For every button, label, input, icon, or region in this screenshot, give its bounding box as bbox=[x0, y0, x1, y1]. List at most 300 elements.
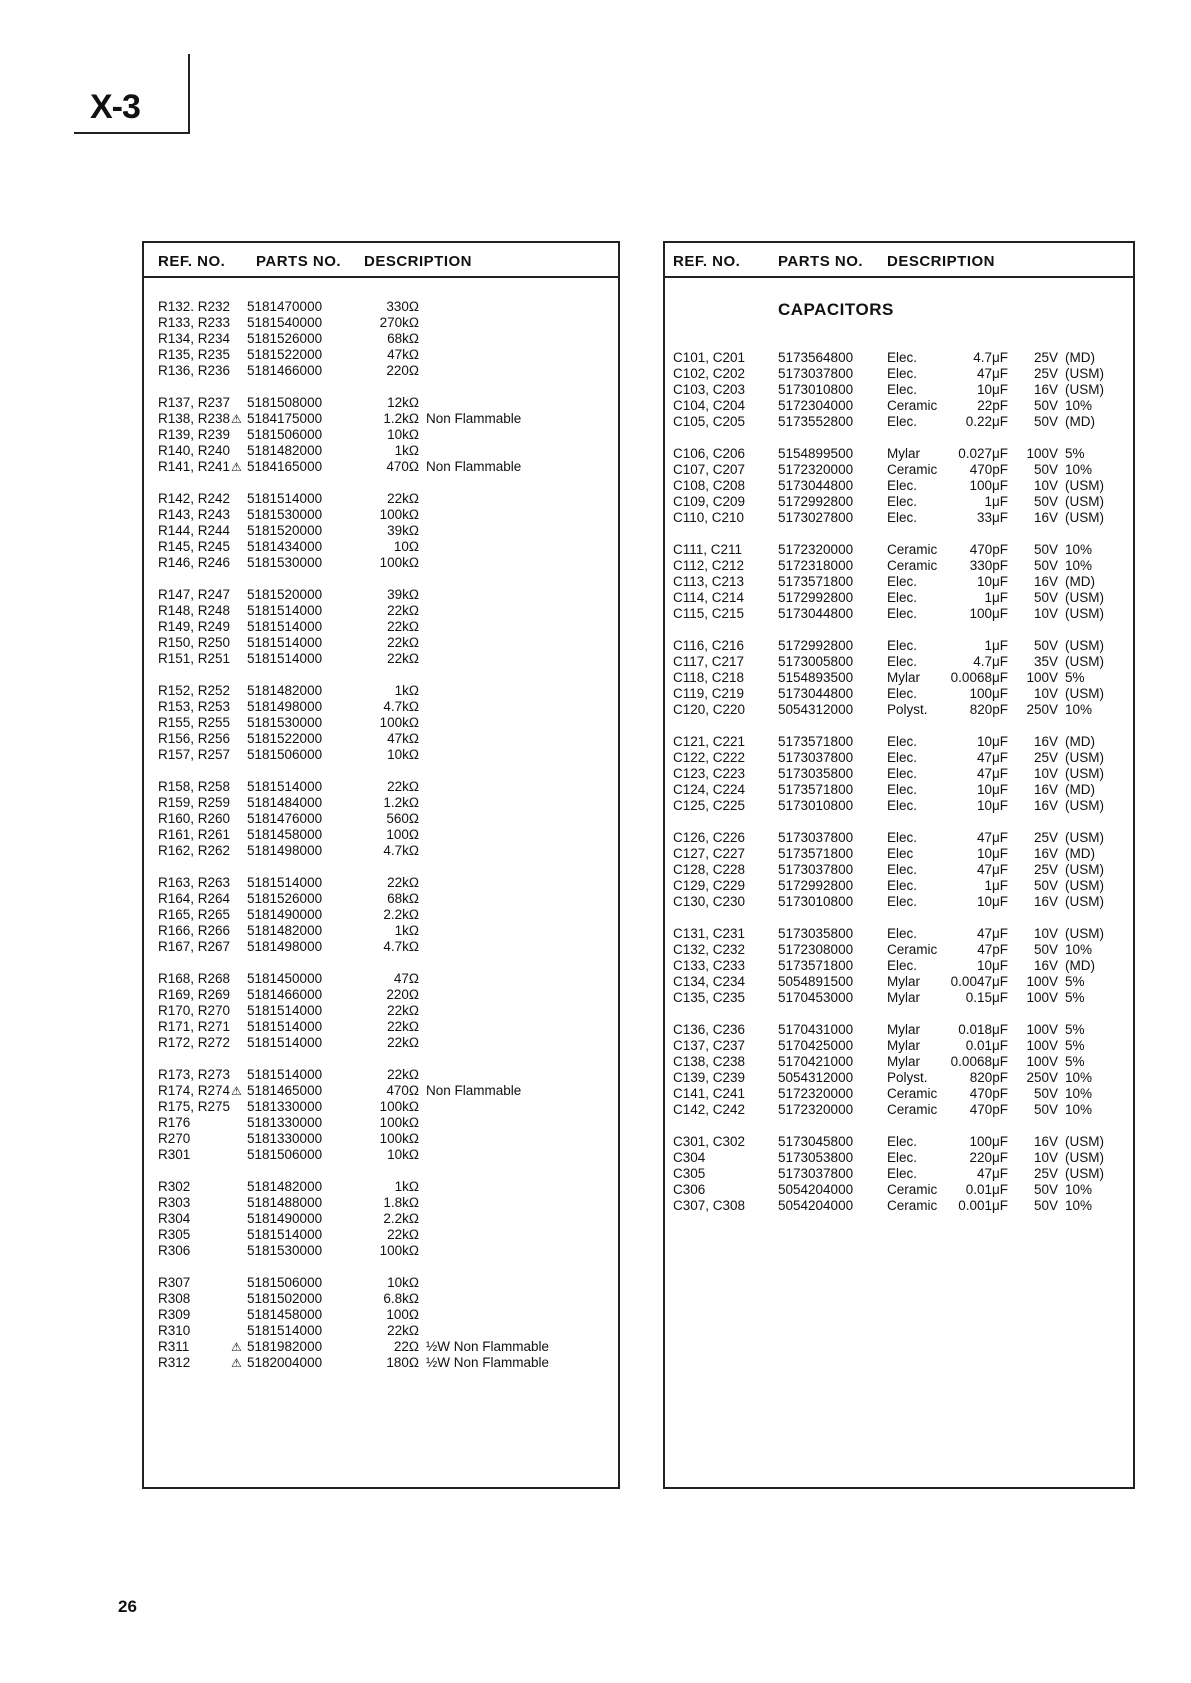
ref-no: C126, C226 bbox=[673, 830, 746, 845]
table-row bbox=[144, 1227, 618, 1243]
voltage: 25V bbox=[1033, 862, 1058, 877]
type: Elec. bbox=[887, 510, 918, 525]
parts-no: 5181526000 bbox=[247, 891, 323, 906]
voltage: 25V bbox=[1033, 830, 1058, 845]
value: 4.7μF bbox=[973, 654, 1008, 669]
table-row bbox=[665, 942, 1133, 958]
ref-no: R158, R258 bbox=[158, 779, 231, 794]
parts-no: 5181458000 bbox=[247, 827, 323, 842]
type: Elec. bbox=[887, 654, 918, 669]
value: 100μF bbox=[969, 1134, 1008, 1149]
voltage: 50V bbox=[1033, 558, 1058, 573]
voltage: 25V bbox=[1033, 350, 1058, 365]
parts-no: 5181506000 bbox=[247, 427, 323, 442]
table-row bbox=[144, 299, 618, 315]
safety-warning-icon: ⚠ bbox=[231, 1356, 242, 1370]
table-row bbox=[144, 1003, 618, 1019]
ref-no: C136, C236 bbox=[673, 1022, 746, 1037]
tolerance: 10% bbox=[1065, 462, 1093, 477]
value: 1kΩ bbox=[394, 1179, 419, 1194]
voltage: 100V bbox=[1026, 670, 1058, 685]
table-row bbox=[144, 891, 618, 907]
ref-no: C129, C229 bbox=[673, 878, 746, 893]
parts-no: 5181465000 bbox=[247, 1083, 323, 1098]
parts-no: 5173010800 bbox=[778, 382, 854, 397]
value: 100kΩ bbox=[379, 507, 419, 522]
value: 47μF bbox=[976, 862, 1008, 877]
parts-no: 5172992800 bbox=[778, 878, 854, 893]
parts-no: 5181514000 bbox=[247, 875, 323, 890]
parts-no: 5181476000 bbox=[247, 811, 323, 826]
parts-no: 5173044800 bbox=[778, 478, 854, 493]
parts-no: 5181434000 bbox=[247, 539, 323, 554]
voltage: 16V bbox=[1033, 798, 1058, 813]
table-row bbox=[144, 699, 618, 715]
parts-no: 5172992800 bbox=[778, 590, 854, 605]
voltage: 16V bbox=[1033, 1134, 1058, 1149]
tolerance: 5% bbox=[1065, 1054, 1085, 1069]
tolerance: (USM) bbox=[1065, 654, 1104, 669]
table-row bbox=[665, 1086, 1133, 1102]
tolerance: 10% bbox=[1065, 1102, 1093, 1117]
ref-no: R309 bbox=[158, 1307, 191, 1322]
voltage: 50V bbox=[1033, 590, 1058, 605]
tolerance: (USM) bbox=[1065, 478, 1104, 493]
table-header bbox=[144, 243, 618, 278]
table-row bbox=[665, 1166, 1133, 1182]
parts-no: 5173564800 bbox=[778, 350, 854, 365]
value: 470pF bbox=[969, 462, 1008, 477]
tolerance: (MD) bbox=[1065, 350, 1095, 365]
type: Ceramic bbox=[887, 1182, 938, 1197]
value: 22kΩ bbox=[387, 491, 419, 506]
ref-no: R311 bbox=[158, 1339, 190, 1354]
parts-no: 5181520000 bbox=[247, 523, 323, 538]
voltage: 16V bbox=[1033, 510, 1058, 525]
tolerance: 10% bbox=[1065, 1198, 1093, 1213]
table-row bbox=[665, 782, 1133, 798]
value: 47μF bbox=[976, 830, 1008, 845]
type: Elec. bbox=[887, 350, 918, 365]
value: 100kΩ bbox=[379, 1131, 419, 1146]
value: 100μF bbox=[969, 478, 1008, 493]
tolerance: (MD) bbox=[1065, 846, 1095, 861]
col-parts-no: PARTS NO. bbox=[256, 253, 342, 270]
ref-no: R151, R251 bbox=[158, 651, 231, 666]
parts-no: 5170431000 bbox=[778, 1022, 854, 1037]
note: ½W Non Flammable bbox=[426, 1339, 550, 1354]
parts-no: 5181530000 bbox=[247, 507, 323, 522]
voltage: 50V bbox=[1033, 1086, 1058, 1101]
value: 0.0068μF bbox=[950, 1054, 1008, 1069]
table-row bbox=[665, 590, 1133, 606]
table-row bbox=[665, 846, 1133, 862]
ref-no: R138, R238 bbox=[158, 411, 231, 426]
parts-no: 5173571800 bbox=[778, 734, 854, 749]
tolerance: (USM) bbox=[1065, 590, 1104, 605]
parts-no: 5181488000 bbox=[247, 1195, 323, 1210]
parts-no: 5173571800 bbox=[778, 846, 854, 861]
voltage: 10V bbox=[1033, 606, 1058, 621]
ref-no: C103, C203 bbox=[673, 382, 746, 397]
value: 47μF bbox=[976, 1166, 1008, 1181]
voltage: 100V bbox=[1026, 446, 1058, 461]
table-row bbox=[144, 843, 618, 859]
value: 1μF bbox=[984, 590, 1008, 605]
parts-no: 5181450000 bbox=[247, 971, 323, 986]
value: 10kΩ bbox=[387, 1275, 419, 1290]
type: Elec. bbox=[887, 750, 918, 765]
type: Mylar bbox=[887, 1022, 920, 1037]
table-row bbox=[144, 363, 618, 379]
ref-no: R145, R245 bbox=[158, 539, 231, 554]
tolerance: (USM) bbox=[1065, 862, 1104, 877]
parts-no: 5181490000 bbox=[247, 1211, 323, 1226]
table-row bbox=[665, 926, 1133, 942]
tolerance: (USM) bbox=[1065, 766, 1104, 781]
ref-no: R142, R242 bbox=[158, 491, 231, 506]
ref-no: R139, R239 bbox=[158, 427, 231, 442]
table-row bbox=[144, 1147, 618, 1163]
table-row bbox=[665, 990, 1133, 1006]
voltage: 100V bbox=[1026, 974, 1058, 989]
value: 0.15μF bbox=[965, 990, 1008, 1005]
value: 180Ω bbox=[386, 1355, 419, 1370]
value: 22kΩ bbox=[387, 1003, 419, 1018]
tolerance: (USM) bbox=[1065, 510, 1104, 525]
value: 47μF bbox=[976, 750, 1008, 765]
safety-warning-icon: ⚠ bbox=[231, 1340, 242, 1354]
ref-no: C110, C210 bbox=[673, 510, 745, 525]
value: 6.8kΩ bbox=[383, 1291, 419, 1306]
value: 2.2kΩ bbox=[383, 907, 419, 922]
ref-no: C108, C208 bbox=[673, 478, 746, 493]
ref-no: C111, C211 bbox=[673, 542, 743, 557]
parts-no: 5173571800 bbox=[778, 574, 854, 589]
value: 100μF bbox=[969, 606, 1008, 621]
safety-warning-icon: ⚠ bbox=[231, 1084, 242, 1098]
type: Mylar bbox=[887, 974, 920, 989]
ref-no: R310 bbox=[158, 1323, 191, 1338]
parts-no: 5181514000 bbox=[247, 1035, 323, 1050]
ref-no: R166, R266 bbox=[158, 923, 231, 938]
voltage: 50V bbox=[1033, 414, 1058, 429]
ref-no: R160, R260 bbox=[158, 811, 231, 826]
value: 820pF bbox=[969, 702, 1008, 717]
table-row bbox=[144, 315, 618, 331]
ref-no: C102, C202 bbox=[673, 366, 746, 381]
table-row bbox=[665, 462, 1133, 478]
value: 10kΩ bbox=[387, 747, 419, 762]
value: 220μF bbox=[969, 1150, 1008, 1165]
tolerance: (MD) bbox=[1065, 782, 1095, 797]
table-row bbox=[665, 638, 1133, 654]
voltage: 16V bbox=[1033, 846, 1058, 861]
ref-no: R305 bbox=[158, 1227, 191, 1242]
table-row bbox=[144, 411, 618, 427]
parts-no: 5181330000 bbox=[247, 1099, 323, 1114]
ref-no: R137, R237 bbox=[158, 395, 231, 410]
table-row bbox=[144, 987, 618, 1003]
value: 22kΩ bbox=[387, 875, 419, 890]
tolerance: 5% bbox=[1065, 446, 1085, 461]
tolerance: 10% bbox=[1065, 942, 1093, 957]
ref-no: C137, C237 bbox=[673, 1038, 746, 1053]
value: 820pF bbox=[969, 1070, 1008, 1085]
value: 1kΩ bbox=[394, 443, 419, 458]
value: 470Ω bbox=[386, 1083, 419, 1098]
ref-no: C118, C218 bbox=[673, 670, 745, 685]
parts-no: 5181514000 bbox=[247, 603, 323, 618]
type: Ceramic bbox=[887, 558, 938, 573]
type: Ceramic bbox=[887, 462, 938, 477]
table-row bbox=[665, 734, 1133, 750]
ref-no: C306 bbox=[673, 1182, 706, 1197]
type: Ceramic bbox=[887, 1086, 938, 1101]
tolerance: 5% bbox=[1065, 990, 1085, 1005]
ref-no: R308 bbox=[158, 1291, 191, 1306]
table-row bbox=[665, 446, 1133, 462]
ref-no: R132. R232 bbox=[158, 299, 231, 314]
voltage: 16V bbox=[1033, 958, 1058, 973]
value: 1.2kΩ bbox=[383, 795, 419, 810]
parts-no: 5173044800 bbox=[778, 686, 854, 701]
table-row bbox=[144, 1099, 618, 1115]
parts-no: 5181498000 bbox=[247, 699, 323, 714]
parts-no: 5181522000 bbox=[247, 347, 323, 362]
value: 220Ω bbox=[386, 987, 419, 1002]
ref-no: R141, R241 bbox=[158, 459, 231, 474]
voltage: 10V bbox=[1033, 926, 1058, 941]
tolerance: (MD) bbox=[1065, 414, 1095, 429]
parts-no: 5173037800 bbox=[778, 862, 854, 877]
parts-no: 5172318000 bbox=[778, 558, 854, 573]
ref-no: R140, R240 bbox=[158, 443, 231, 458]
table-row bbox=[665, 1102, 1133, 1118]
table-row bbox=[144, 331, 618, 347]
ref-no: C104, C204 bbox=[673, 398, 746, 413]
voltage: 10V bbox=[1033, 478, 1058, 493]
table-row bbox=[144, 619, 618, 635]
ref-no: C131, C231 bbox=[673, 926, 746, 941]
tolerance: (USM) bbox=[1065, 878, 1104, 893]
parts-no: 5181506000 bbox=[247, 1147, 323, 1162]
voltage: 16V bbox=[1033, 894, 1058, 909]
parts-no: 5181514000 bbox=[247, 1003, 323, 1018]
parts-no: 5181502000 bbox=[247, 1291, 323, 1306]
type: Elec. bbox=[887, 798, 918, 813]
value: 470pF bbox=[969, 1086, 1008, 1101]
parts-no: 5181482000 bbox=[247, 683, 323, 698]
table-row bbox=[665, 830, 1133, 846]
voltage: 50V bbox=[1033, 494, 1058, 509]
value: 22kΩ bbox=[387, 635, 419, 650]
ref-no: R164, R264 bbox=[158, 891, 231, 906]
parts-no: 5172992800 bbox=[778, 638, 854, 653]
parts-no: 5181514000 bbox=[247, 635, 323, 650]
parts-no: 5181540000 bbox=[247, 315, 323, 330]
parts-no: 5173571800 bbox=[778, 782, 854, 797]
ref-no: C114, C214 bbox=[673, 590, 745, 605]
value: 10μF bbox=[976, 782, 1008, 797]
type: Ceramic bbox=[887, 542, 938, 557]
parts-no: 5154893500 bbox=[778, 670, 854, 685]
table-row bbox=[665, 670, 1133, 686]
ref-no: R163, R263 bbox=[158, 875, 231, 890]
table-row bbox=[144, 747, 618, 763]
parts-no: 5173044800 bbox=[778, 606, 854, 621]
parts-no: 5181514000 bbox=[247, 1019, 323, 1034]
value: 0.22μF bbox=[965, 414, 1008, 429]
table-row bbox=[144, 427, 618, 443]
table-row bbox=[144, 811, 618, 827]
table-row bbox=[665, 1054, 1133, 1070]
ref-no: R169, R269 bbox=[158, 987, 231, 1002]
voltage: 100V bbox=[1026, 1054, 1058, 1069]
type: Elec bbox=[887, 846, 914, 861]
table-row bbox=[665, 398, 1133, 414]
table-row bbox=[665, 494, 1133, 510]
voltage: 10V bbox=[1033, 1150, 1058, 1165]
table-row bbox=[144, 1355, 618, 1371]
value: 100kΩ bbox=[379, 1099, 419, 1114]
tolerance: (USM) bbox=[1065, 638, 1104, 653]
resistor-rows bbox=[144, 299, 618, 1371]
value: 1kΩ bbox=[394, 923, 419, 938]
table-row bbox=[144, 1195, 618, 1211]
col-description: DESCRIPTION bbox=[364, 253, 473, 270]
table-row bbox=[144, 1067, 618, 1083]
value: 1μF bbox=[984, 494, 1008, 509]
parts-no: 5181514000 bbox=[247, 619, 323, 634]
value: 47μF bbox=[976, 766, 1008, 781]
table-row bbox=[144, 1339, 618, 1355]
parts-no: 5054312000 bbox=[778, 1070, 854, 1085]
value: 10μF bbox=[976, 382, 1008, 397]
type: Mylar bbox=[887, 1054, 920, 1069]
parts-no: 5173037800 bbox=[778, 830, 854, 845]
ref-no: R157, R257 bbox=[158, 747, 231, 762]
value: 1μF bbox=[984, 638, 1008, 653]
table-row bbox=[144, 587, 618, 603]
value: 22kΩ bbox=[387, 1035, 419, 1050]
ref-no: R312 bbox=[158, 1355, 191, 1370]
table-row bbox=[144, 827, 618, 843]
tolerance: 10% bbox=[1065, 1070, 1093, 1085]
parts-no: 5181330000 bbox=[247, 1131, 323, 1146]
value: 22kΩ bbox=[387, 1227, 419, 1242]
ref-no: R165, R265 bbox=[158, 907, 231, 922]
ref-no: C124, C224 bbox=[673, 782, 746, 797]
type: Elec. bbox=[887, 1134, 918, 1149]
ref-no: C119, C219 bbox=[673, 686, 745, 701]
table-row bbox=[665, 654, 1133, 670]
ref-no: R161, R261 bbox=[158, 827, 231, 842]
type: Ceramic bbox=[887, 1198, 938, 1213]
table-row bbox=[144, 1323, 618, 1339]
ref-no: C109, C209 bbox=[673, 494, 746, 509]
type: Mylar bbox=[887, 990, 920, 1005]
ref-no: C139, C239 bbox=[673, 1070, 746, 1085]
parts-no: 5173035800 bbox=[778, 926, 854, 941]
tolerance: (USM) bbox=[1065, 830, 1104, 845]
table-row bbox=[144, 1083, 618, 1099]
table-row bbox=[144, 1275, 618, 1291]
tolerance: 10% bbox=[1065, 1182, 1093, 1197]
ref-no: C121, C221 bbox=[673, 734, 746, 749]
value: 330Ω bbox=[386, 299, 419, 314]
ref-no: R149, R249 bbox=[158, 619, 231, 634]
ref-no: R270 bbox=[158, 1131, 191, 1146]
parts-no: 5054312000 bbox=[778, 702, 854, 717]
voltage: 50V bbox=[1033, 1198, 1058, 1213]
type: Elec. bbox=[887, 766, 918, 781]
ref-no: C106, C206 bbox=[673, 446, 746, 461]
type: Elec. bbox=[887, 782, 918, 797]
type: Elec. bbox=[887, 686, 918, 701]
parts-no: 5181490000 bbox=[247, 907, 323, 922]
parts-no: 5054204000 bbox=[778, 1198, 854, 1213]
parts-no: 5173037800 bbox=[778, 750, 854, 765]
ref-no: R172, R272 bbox=[158, 1035, 231, 1050]
parts-no: 5184175000 bbox=[247, 411, 323, 426]
parts-no: 5172992800 bbox=[778, 494, 854, 509]
table-row bbox=[144, 395, 618, 411]
parts-no: 5173571800 bbox=[778, 958, 854, 973]
tolerance: (USM) bbox=[1065, 606, 1104, 621]
voltage: 50V bbox=[1033, 398, 1058, 413]
ref-no: C107, C207 bbox=[673, 462, 746, 477]
value: 68kΩ bbox=[387, 891, 419, 906]
value: 22kΩ bbox=[387, 1323, 419, 1338]
table-row bbox=[144, 459, 618, 475]
tolerance: (USM) bbox=[1065, 894, 1104, 909]
ref-no: C123, C223 bbox=[673, 766, 746, 781]
table-row bbox=[665, 542, 1133, 558]
value: 22kΩ bbox=[387, 1019, 419, 1034]
tolerance: (USM) bbox=[1065, 366, 1104, 381]
table-row bbox=[665, 350, 1133, 366]
table-row bbox=[144, 651, 618, 667]
table-row bbox=[144, 1179, 618, 1195]
model-title: X-3 bbox=[90, 88, 140, 126]
voltage: 50V bbox=[1033, 1102, 1058, 1117]
value: 270kΩ bbox=[379, 315, 419, 330]
ref-no: C115, C215 bbox=[673, 606, 745, 621]
resistor-parts-table bbox=[142, 241, 620, 1489]
ref-no: R171, R271 bbox=[158, 1019, 231, 1034]
type: Elec. bbox=[887, 1166, 918, 1181]
value: 4.7μF bbox=[973, 350, 1008, 365]
table-row bbox=[665, 1182, 1133, 1198]
table-row bbox=[665, 1038, 1133, 1054]
ref-no: R159, R259 bbox=[158, 795, 231, 810]
value: 10kΩ bbox=[387, 1147, 419, 1162]
value: 1.2kΩ bbox=[383, 411, 419, 426]
table-row bbox=[665, 798, 1133, 814]
ref-no: C134, C234 bbox=[673, 974, 746, 989]
table-row bbox=[665, 1022, 1133, 1038]
parts-no: 5173037800 bbox=[778, 1166, 854, 1181]
table-row bbox=[665, 958, 1133, 974]
table-row bbox=[144, 683, 618, 699]
ref-no: R135, R235 bbox=[158, 347, 231, 362]
type: Mylar bbox=[887, 1038, 920, 1053]
ref-no: R174, R274 bbox=[158, 1083, 231, 1098]
value: 0.001μF bbox=[958, 1198, 1008, 1213]
value: 560Ω bbox=[386, 811, 419, 826]
tolerance: 5% bbox=[1065, 974, 1085, 989]
